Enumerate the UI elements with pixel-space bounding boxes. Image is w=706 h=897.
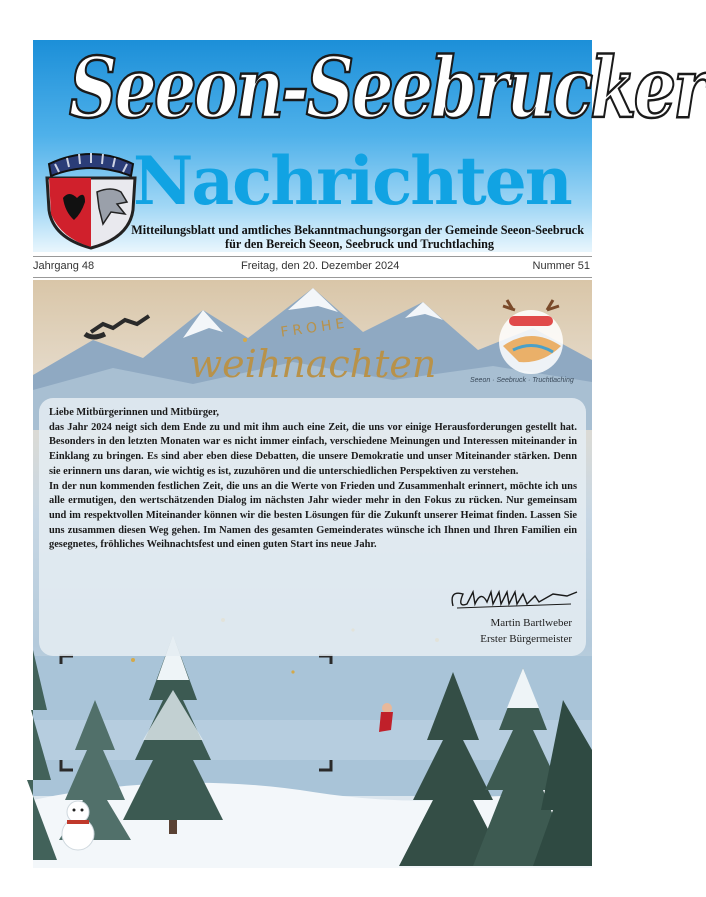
signature-role: Erster Bürgermeister: [480, 633, 572, 645]
mayor-letter: [39, 398, 586, 656]
christmas-poster: [33, 280, 592, 868]
letter-paragraph-2: In der nun kommenden festlichen Zeit, die uns an die Werte von Frieden und Zusammenhalt erinnert, möchte ich uns alle ermutigen, den wertschätzenden Dialog im nächsten Jahr wieder mehr in den Fokus zu rücken. Nur gemeinsam und im respektvollen Miteinander können wir die besten Lösungen für die Zukunft unserer Heimat finden. Lassen Sie uns zusammen diesen Weg gehen. Im Namen des gesamten Gemeinderates wünsche ich Ihnen und Ihren Familien ein gesegnetes, fröhliches Weihnachtsfest und einen guten Start ins neue Jahr.: [49, 480, 577, 551]
masthead: [33, 38, 706, 252]
letter-paragraph-1: das Jahr 2024 neigt sich dem Ende zu und mit ihm auch eine Zeit, die uns vor einige Herausforderungen gestellt hat. Besonders in den letzten Monaten war es nicht immer einfach, verschiedene Meinungen und Interessen miteinander in Einklang zu bringen. Es sind aber eben diese Debatten, die unsere Demokratie und unser Miteinander stärken. Denn sie erinnern uns daran, wie wichtig es ist, zuzuhören und die unterschiedlichen Perspektiven zu verstehen.: [49, 421, 577, 477]
newspaper-title-bottom: Nachrichten: [133, 142, 571, 220]
municipal-crest-icon: [41, 142, 141, 250]
issue-date: Freitag, den 20. Dezember 2024: [241, 260, 400, 272]
masthead-subtitle-line2: für den Bereich Seeon, Seebruck und Truchtlaching: [225, 237, 494, 251]
issue-number: Nummer 51: [532, 260, 590, 272]
issue-info-bar: [33, 256, 592, 278]
letter-salutation: Liebe Mitbürgerinnen und Mitbürger,: [49, 407, 219, 418]
masthead-subtitle-line1: Mitteilungsblatt und amtliches Bekanntmachungsorgan der Gemeinde Seeon-Seebruck: [131, 223, 584, 237]
municipality-badge-text: Seeon · Seebruck · Truchtlaching: [470, 377, 574, 384]
signature-name: Martin Bartlweber: [490, 617, 572, 629]
handwritten-signature-icon: [443, 584, 583, 614]
greeting-frohe: FROHE: [279, 315, 350, 341]
newspaper-title-top: Seeon-Seebrucker: [69, 38, 706, 137]
greeting-weihnachten: weihnachten: [189, 342, 437, 386]
volume-label: Jahrgang 48: [33, 260, 95, 272]
